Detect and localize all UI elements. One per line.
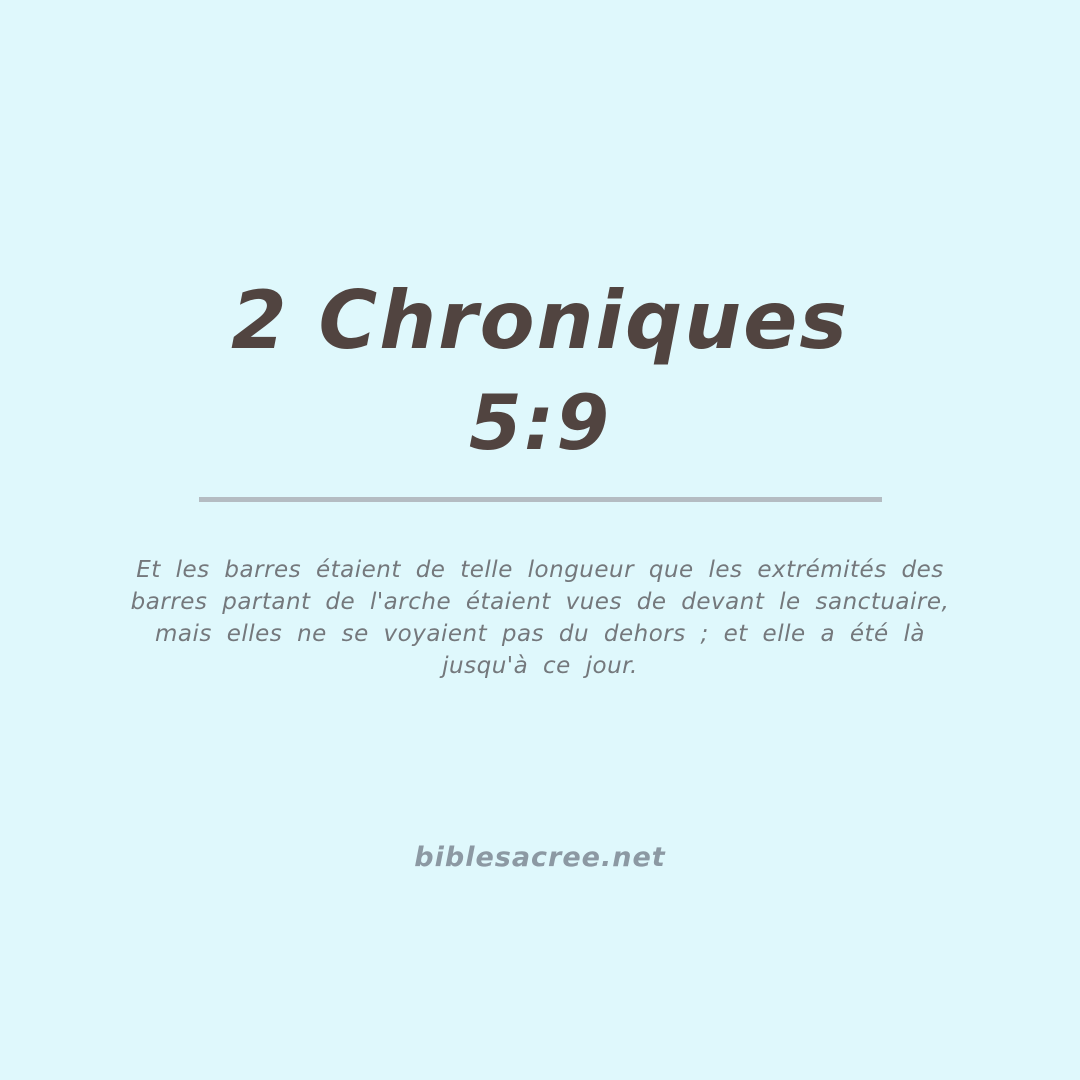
- title-block: [231, 268, 849, 473]
- verse-text-line: Et les barres étaient de telle longueur que les extrémités des: [136, 557, 944, 583]
- verse-text-line: jusqu'à ce jour.: [442, 653, 638, 679]
- verse-text-line: barres partant de l'arche étaient vues de devant le sanctuaire,: [130, 589, 950, 615]
- divider-line: [199, 497, 882, 502]
- book-title: 2 Chroniques: [230, 274, 850, 367]
- verse-text: [131, 554, 950, 682]
- verse-text-line: mais elles ne se voyaient pas du dehors ; et elle a été là: [155, 621, 925, 647]
- verse-reference: 5:9: [468, 378, 612, 467]
- site-attribution: biblesacree.net: [414, 842, 666, 873]
